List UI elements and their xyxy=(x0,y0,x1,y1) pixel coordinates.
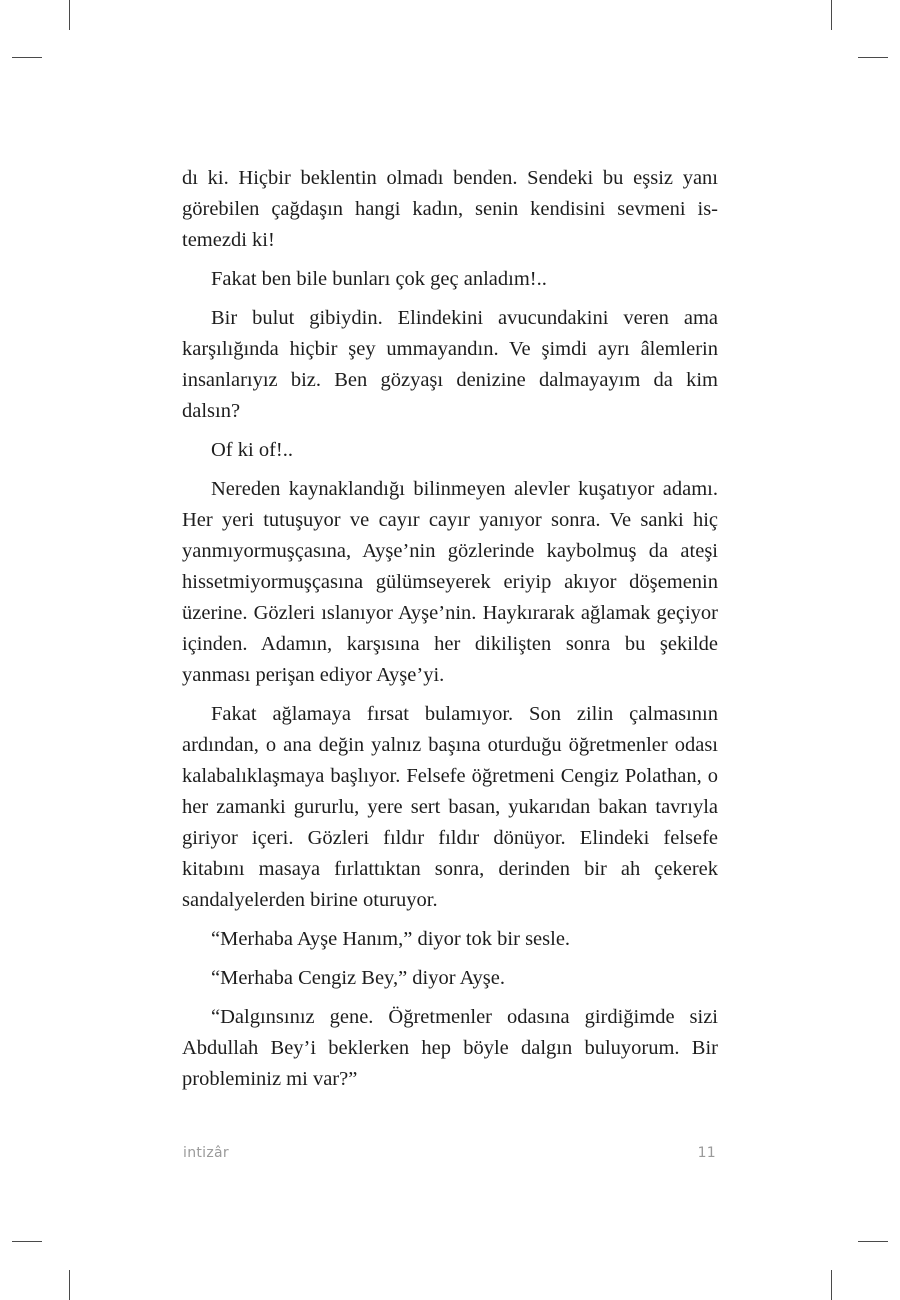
crop-mark-left-top xyxy=(12,57,42,58)
paragraph: Of ki of!.. xyxy=(211,439,293,461)
crop-mark-right-bottom xyxy=(858,1241,888,1242)
paragraph: Nereden kaynaklandığı bilinmeyen alevler kuşatıyor adamı. Her yeri tutuşuyor ve cayır cayır yanıyor sonra. Ve sanki hiç yanmıyormuşçasına, Ayşe’nin gözlerinde kaybolmuş da ateşi hissetmiyormuşçasına gülümseyerek eriyip akıyor döşemenin üzerine. Gözleri ıslanıyor Ayşe’nin. Haykırarak ağlamak geçiyor içinden. Adamın, karşısına her dikilişten sonra bu şekilde yanması perişan ediyor Ayşe’yi. xyxy=(182,478,718,686)
crop-mark-top-right xyxy=(831,0,832,30)
crop-mark-right-top xyxy=(858,57,888,58)
paragraph: “Dalgınsınız gene. Öğretmenler odasına girdiğimde sizi Abdullah Bey’i beklerken hep böyle dalgın buluyorum. Bir probleminiz mi var?” xyxy=(182,1006,718,1090)
paragraph: Fakat ağlamaya fırsat bulamıyor. Son zilin çalmasının ardından, o ana değin yalnız başına oturduğu öğretmenler odası kalabalıklaşmaya başlıyor. Felsefe öğretmeni Cengiz Polathan, o her zamanki gururlu, yere sert basan, yukarıdan bakan tavrıyla giriyor içeri. Gözleri fıldır fıldır dönüyor. Elindeki felsefe kitabını masaya fırlattıktan sonra, derinden bir ah çekerek sandalyelerden birine oturuyor. xyxy=(182,703,718,911)
paragraph: “Merhaba Ayşe Hanım,” diyor tok bir sesle. xyxy=(211,928,571,950)
crop-mark-left-bottom xyxy=(12,1241,42,1242)
page-body-text xyxy=(182,163,718,1103)
crop-mark-bottom-left xyxy=(69,1270,70,1300)
footer-page-number: 11 xyxy=(697,1145,716,1161)
crop-mark-top-left xyxy=(69,0,70,30)
paragraph: Bir bulut gibiydin. Elindekini avucundakini veren ama karşılığında hiçbir şey ummayandın. Ve şimdi ayrı âlemlerin insanlarıyız biz. Ben gözyaşı denizine dalmayayım da kim dalsın? xyxy=(182,307,718,422)
paragraph: dı ki. Hiçbir beklentin olmadı benden. Sendeki bu eşsiz yanı görebilen çağdaşın hangi kadın, senin kendisini sevmeni istemezdi ki! xyxy=(182,167,718,251)
paragraph: “Merhaba Cengiz Bey,” diyor Ayşe. xyxy=(211,967,505,989)
paragraph: Fakat ben bile bunları çok geç anladım!.. xyxy=(211,268,547,290)
footer-book-title: intizâr xyxy=(183,1145,229,1161)
crop-mark-bottom-right xyxy=(831,1270,832,1300)
